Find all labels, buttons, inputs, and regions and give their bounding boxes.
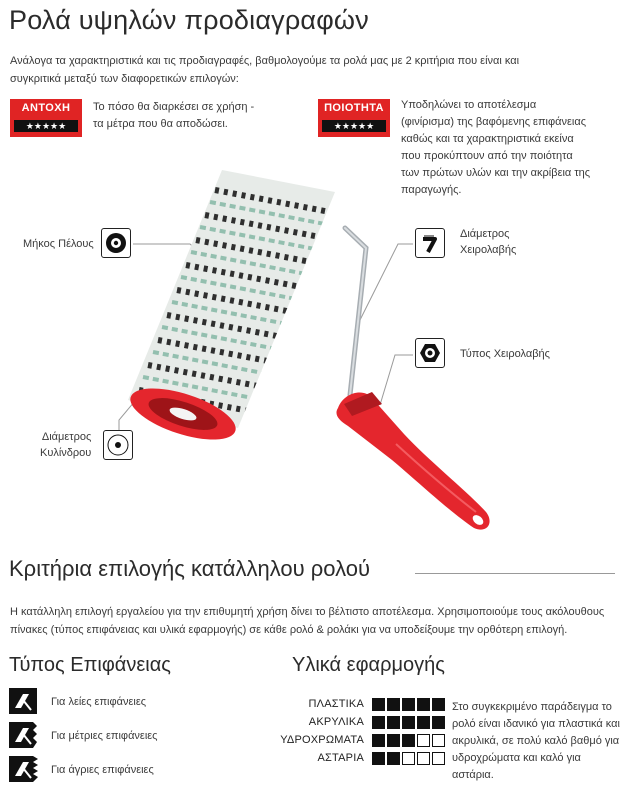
score-square-filled [372,752,385,765]
selection-title: Κριτήρια επιλογής κατάλληλου ρολού [9,556,371,581]
score-square-empty [417,734,430,747]
material-name: ΥΔΡΟΧΡΩΜΑΤΑ [280,734,364,746]
page-title: Ρολά υψηλών προδιαγραφών [9,5,369,35]
surface-item-medium [9,722,157,750]
quality-label: ΠΟΙΟΤΗΤΑ [324,102,384,114]
score-square-filled [372,716,385,729]
score-square-filled [387,752,400,765]
handle-diameter-icon [415,228,445,258]
material-row [255,750,445,766]
durability-label: ΑΝΤΟΧΗ [21,102,71,114]
cylinder-diameter-icon [103,430,133,460]
surface-item-rough [9,756,154,784]
material-name: ΑΚΡΥΛΙΚΑ [308,716,364,728]
score-square-empty [432,752,445,765]
surface-item-label: Για άγριες επιφάνειες [51,764,154,776]
surface-item-label: Για λείες επιφάνειες [51,696,147,708]
handle-diameter-label [460,226,516,258]
cylinder-diameter-label [40,429,91,461]
handle-type-icon [415,338,445,368]
score-square-filled [387,698,400,711]
score-square-filled [402,698,415,711]
intro-text: Ανάλογα τα χαρακτηριστικά και τις προδιαγραφές, βαθμολογούμε τα ρολά μας με 2 κριτήρια που είναι και συγκριτικά μεταξύ των διαφορετικών επιλογών: [10,55,520,85]
score-square-filled [432,716,445,729]
cylinder-diameter-label-line1: Διάμετρος [41,431,92,443]
section-divider [415,573,615,574]
material-name: ΑΣΤΑΡΙΑ [317,752,364,764]
handle-type-label: Τύπος Χειρολαβής [460,348,550,360]
materials-title: Υλικά εφαρμογής [292,654,445,676]
surface-item-label: Για μέτριες επιφάνειες [51,730,158,742]
durability-description: Το πόσο θα διαρκέσει σε χρήση - τα μέτρα που θα αποδώσει. [93,101,255,130]
selection-text: Η κατάλληλη επιλογή εργαλείου για την επιθυμητή χρήση δίνει το βέλτιστο αποτέλεσμα. Χρησιμοποιούμε τους ακόλουθους πίνακες (τύπος επιφάνειας και υλικά εφαρμογής) σε κάθε ρολό & ρολάκι για να υποδείξουμε την ορθότερη επιλογή. [10,606,605,636]
score-square-filled [402,716,415,729]
score-square-empty [402,752,415,765]
medium-surface-icon [9,722,39,750]
quality-description: Υποδηλώνει το αποτέλεσμα (φινίρισμα) της βαφόμενης επιφάνειας καθώς και τα χαρακτηριστικά εκείνα που προκύπτουν από την ποιότητα των πρώτων υλών και την ακρίβεια της παραγωγής. [401,99,591,196]
score-square-filled [372,734,385,747]
material-name: ΠΛΑΣΤΙΚΑ [308,698,364,710]
score-square-filled [432,698,445,711]
handle-diameter-label-line2: Χειρολαβής [460,244,517,256]
score-square-filled [387,716,400,729]
surface-item-smooth [9,688,146,716]
rough-surface-icon [9,756,39,784]
handle-diameter-label-line1: Διάμετρος [460,228,510,240]
cylinder-diameter-label-line2: Κυλίνδρου [40,447,92,459]
pile-length-icon [101,228,131,258]
score-square-empty [432,734,445,747]
surface-title: Τύπος Επιφάνειας [9,654,171,676]
score-square-empty [417,752,430,765]
pile-length-label: Μήκος Πέλους [23,238,94,250]
material-row [255,696,445,712]
score-square-filled [417,716,430,729]
quality-stars: ★★★★★ [322,120,386,132]
score-square-filled [417,698,430,711]
score-square-filled [402,734,415,747]
material-row [255,714,445,730]
materials-note: Στο συγκεκριμένο παράδειγμα το ρολό είναι ιδανικό για πλαστικά και ακρυλικά, σε πολύ καλό βαθμό για υδροχρώματα και καλό για αστάρια. [452,701,620,781]
material-row [255,732,445,748]
score-square-filled [372,698,385,711]
smooth-surface-icon [9,688,39,716]
durability-stars: ★★★★★ [14,120,78,132]
score-square-filled [387,734,400,747]
